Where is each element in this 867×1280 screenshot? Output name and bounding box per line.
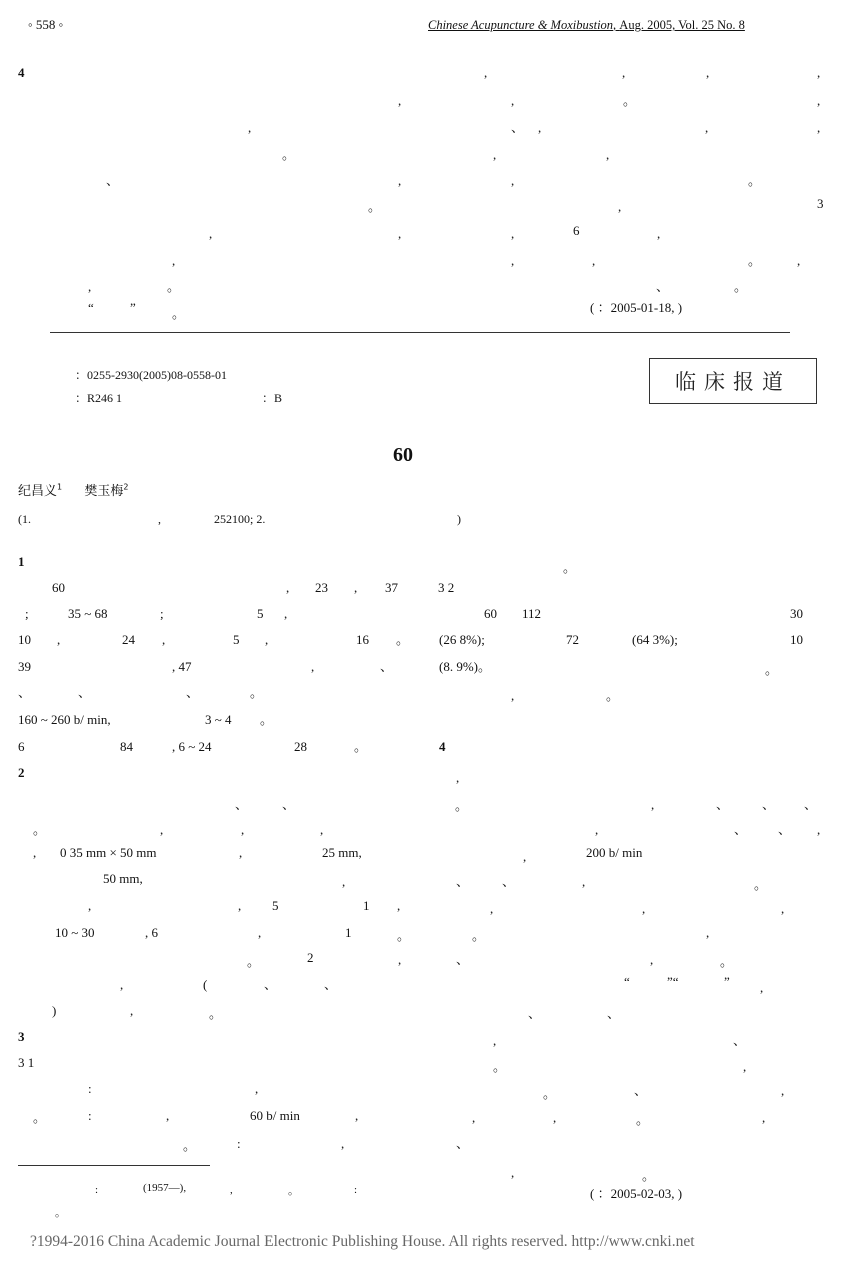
text-fragment: 。 <box>260 712 274 727</box>
text-fragment: 10 ~ 30 <box>55 925 95 940</box>
text-fragment: 1 <box>363 898 370 913</box>
text-fragment: , <box>342 874 346 889</box>
text-fragment: : <box>88 1108 92 1123</box>
text-fragment: 。 <box>754 877 768 892</box>
text-fragment: 60 <box>52 580 65 595</box>
prev-text-fragment: , <box>248 120 252 135</box>
copyright-footer: ?1994-2016 China Academic Journal Electronic Publishing House. All rights reserved. http://www.cnki.net <box>30 1233 695 1250</box>
text-fragment: 37 <box>385 580 398 595</box>
text-fragment: 。 <box>33 822 47 837</box>
text-fragment: 、 <box>804 797 818 812</box>
clc-number: ：R246 1 <box>75 391 123 405</box>
text-fragment: 112 <box>522 606 542 621</box>
affiliation-part: ) <box>457 512 461 526</box>
text-fragment: , <box>239 845 243 860</box>
text-fragment: , <box>472 1110 476 1125</box>
text-fragment: 。 <box>720 954 734 969</box>
text-fragment: 、 <box>18 685 32 700</box>
text-fragment: , <box>88 898 92 913</box>
prev-text-fragment: 。 <box>734 279 748 294</box>
journal-issue: Aug. 2005, Vol. 25 No. 8 <box>619 18 745 32</box>
text-fragment: (8. 9%)。 <box>439 659 491 674</box>
text-fragment: 。 <box>247 954 261 969</box>
page-number <box>28 17 63 33</box>
text-fragment: , 6 <box>145 925 158 940</box>
text-fragment: , <box>762 1110 766 1125</box>
text-fragment: , <box>311 659 315 674</box>
footnote-fragment: (1957—), <box>143 1182 187 1194</box>
text-fragment: 。 <box>183 1138 197 1153</box>
footnote-fragment: : <box>95 1184 99 1196</box>
text-fragment: : <box>237 1136 241 1151</box>
text-fragment: 6 <box>18 739 25 754</box>
text-fragment: , <box>651 797 655 812</box>
text-fragment: 160 ~ 260 b/ min, <box>18 712 111 727</box>
text-fragment: , <box>265 632 269 647</box>
text-fragment: 35 ~ 68 <box>68 606 108 621</box>
prev-text-fragment: , <box>538 120 542 135</box>
text-fragment: 。 <box>455 798 469 813</box>
prev-text-fragment: 、 <box>656 279 670 294</box>
prev-received-date: ( ：2005-01-18, ) <box>590 300 683 315</box>
text-fragment: , <box>743 1059 747 1074</box>
author-list <box>18 484 129 500</box>
text-fragment: , 6 ~ 24 <box>172 739 212 754</box>
text-fragment: , 47 <box>172 659 192 674</box>
prev-text-fragment: , <box>398 93 402 108</box>
text-fragment: 25 mm, <box>322 845 362 860</box>
text-fragment: 。 <box>209 1006 223 1021</box>
text-fragment: ; <box>160 606 164 621</box>
author-name: 樊玉梅 <box>84 484 124 499</box>
text-fragment: , <box>523 849 527 864</box>
footnote-fragment: 。 <box>288 1185 299 1197</box>
affiliation-part: , <box>158 512 161 526</box>
prev-text-fragment: , <box>817 93 821 108</box>
prev-text-fragment: 、 <box>511 120 525 135</box>
text-fragment: 、 <box>716 797 730 812</box>
article-separator-rule <box>50 332 790 333</box>
affiliation-part: (1. <box>18 512 31 526</box>
section-heading-4: 4 <box>439 739 446 754</box>
text-fragment: (26 8%); <box>439 632 485 647</box>
prev-text-fragment: , <box>398 173 402 188</box>
text-fragment: , <box>166 1108 170 1123</box>
text-fragment: 。 <box>493 1059 507 1074</box>
text-fragment: , <box>120 977 124 992</box>
prev-text-fragment: ” <box>130 300 136 315</box>
prev-text-fragment: , <box>705 120 709 135</box>
text-fragment: 、 <box>235 797 249 812</box>
text-fragment: 、 <box>456 1136 470 1151</box>
text-fragment: , <box>817 822 821 837</box>
text-fragment: 、 <box>734 822 748 837</box>
text-fragment: 0 35 mm × 50 mm <box>60 845 157 860</box>
text-fragment: , <box>238 898 242 913</box>
text-fragment: 、 <box>186 685 200 700</box>
footnote-fragment: 。 <box>55 1207 66 1219</box>
prev-text-fragment: , <box>88 279 92 294</box>
text-fragment: 84 <box>120 739 133 754</box>
text-fragment: , <box>284 606 288 621</box>
text-fragment: 200 b/ min <box>586 845 643 860</box>
prev-text-fragment: , <box>511 253 515 268</box>
text-fragment: 、 <box>380 659 394 674</box>
page-number-dot: ◦ <box>28 17 36 32</box>
prev-text-fragment: , <box>706 65 710 80</box>
text-fragment: 24 <box>122 632 135 647</box>
text-fragment: 2 <box>307 950 314 965</box>
text-fragment: “ <box>624 974 630 989</box>
text-fragment: , <box>511 1165 515 1180</box>
footnote-fragment: , <box>230 1184 233 1196</box>
text-fragment: 。 <box>642 1168 656 1183</box>
text-fragment: 5 <box>257 606 264 621</box>
text-fragment: , <box>130 1003 134 1018</box>
prev-text-fragment: , <box>622 65 626 80</box>
prev-text-fragment: 。 <box>748 173 762 188</box>
text-fragment: 、 <box>456 952 470 967</box>
text-fragment: 、 <box>733 1033 747 1048</box>
text-fragment: 72 <box>566 632 579 647</box>
text-fragment: , <box>241 822 245 837</box>
prev-section-number: 4 <box>18 65 25 80</box>
page-number-dot: ◦ <box>55 17 64 32</box>
text-fragment: , <box>650 952 654 967</box>
prev-text-fragment: , <box>511 173 515 188</box>
text-fragment: , <box>706 925 710 940</box>
running-header-journal <box>428 17 745 33</box>
prev-text-fragment: , <box>511 226 515 241</box>
footnote-rule <box>18 1165 210 1166</box>
text-fragment: 。 <box>33 1110 47 1125</box>
prev-text-fragment: , <box>592 253 596 268</box>
prev-text-fragment: , <box>398 226 402 241</box>
text-fragment: 50 mm, <box>103 871 143 886</box>
page-number-value: 558 <box>35 17 56 32</box>
text-fragment: 。 <box>354 739 368 754</box>
text-fragment: 。 <box>472 928 486 943</box>
text-fragment: , <box>255 1081 259 1096</box>
text-fragment: , <box>355 1108 359 1123</box>
text-fragment: 。 <box>606 688 620 703</box>
text-fragment: 5 <box>272 898 279 913</box>
text-fragment: 、 <box>282 797 296 812</box>
prev-text-fragment: , <box>797 253 801 268</box>
prev-text-fragment: 。 <box>368 199 382 214</box>
article-id: ：0255-2930(2005)08-0558-01 <box>75 368 227 382</box>
text-fragment: 、 <box>456 874 470 889</box>
prev-text-fragment: , <box>209 226 213 241</box>
prev-text-fragment: , <box>657 226 661 241</box>
text-fragment: : <box>88 1081 92 1096</box>
footnote-fragment: : <box>354 1184 358 1196</box>
text-fragment: , <box>553 1110 557 1125</box>
text-fragment: ; <box>25 606 29 621</box>
prev-text-fragment: , <box>484 65 488 80</box>
text-fragment: 、 <box>264 977 278 992</box>
text-fragment: , <box>398 952 402 967</box>
prev-text-fragment: 、 <box>106 173 120 188</box>
text-fragment: , <box>162 632 166 647</box>
text-fragment: 60 b/ min <box>250 1108 300 1123</box>
section-label-box: 临床报道 <box>649 358 817 404</box>
prev-text-fragment: , <box>618 199 622 214</box>
text-fragment: 10 <box>18 632 31 647</box>
text-fragment: 5 <box>233 632 240 647</box>
text-fragment: 、 <box>78 685 92 700</box>
text-fragment: , <box>160 822 164 837</box>
section-heading-2: 2 <box>18 765 25 780</box>
text-fragment: ”“ <box>667 974 679 989</box>
text-fragment: , <box>642 901 646 916</box>
text-fragment: , <box>456 770 460 785</box>
document-code: ：B <box>262 391 283 405</box>
text-fragment: , <box>490 901 494 916</box>
prev-text-fragment: 。 <box>167 279 181 294</box>
prev-text-fragment: , <box>511 93 515 108</box>
text-fragment: 3 2 <box>438 580 455 595</box>
prev-text-fragment: “ <box>88 300 94 315</box>
text-fragment: 16 <box>356 632 369 647</box>
text-fragment: , <box>493 1033 497 1048</box>
prev-text-fragment: , <box>817 120 821 135</box>
text-fragment: , <box>258 925 262 940</box>
author-affiliation-mark: 1 <box>57 482 63 492</box>
text-fragment: , <box>57 632 61 647</box>
author-name: 纪昌义 <box>18 484 58 499</box>
text-fragment: 。 <box>636 1112 650 1127</box>
text-fragment: , <box>781 1083 785 1098</box>
text-fragment: 23 <box>315 580 328 595</box>
text-fragment: 。 <box>543 1086 557 1101</box>
prev-text-fragment: 。 <box>623 93 637 108</box>
text-fragment: 、 <box>762 797 776 812</box>
text-fragment: , <box>320 822 324 837</box>
text-fragment: , <box>760 980 764 995</box>
text-fragment: 、 <box>502 874 516 889</box>
received-date: ( ：2005-02-03, ) <box>590 1186 683 1201</box>
text-fragment: 60 <box>484 606 497 621</box>
text-fragment: 、 <box>778 822 792 837</box>
text-fragment: 、 <box>607 1006 621 1021</box>
text-fragment: , <box>511 688 515 703</box>
text-fragment: (64 3%); <box>632 632 678 647</box>
prev-text-fragment: 。 <box>172 306 186 321</box>
prev-text-fragment: 6 <box>573 223 580 238</box>
section-heading-1: 1 <box>18 554 25 569</box>
text-fragment: , <box>341 1136 345 1151</box>
prev-text-fragment: 。 <box>748 253 762 268</box>
text-fragment: ( <box>203 977 208 992</box>
text-fragment: 、 <box>634 1083 648 1098</box>
text-fragment: , <box>781 901 785 916</box>
text-fragment: ) <box>52 1003 57 1018</box>
text-fragment: 。 <box>563 560 577 575</box>
text-fragment: ” <box>724 974 730 989</box>
prev-text-fragment: , <box>606 147 610 162</box>
text-fragment: 1 <box>345 925 352 940</box>
text-fragment: 。 <box>765 662 779 677</box>
prev-text-fragment: , <box>172 253 176 268</box>
author-affiliation-mark: 2 <box>123 482 129 492</box>
section-heading-3: 3 <box>18 1029 25 1044</box>
text-fragment: , <box>286 580 290 595</box>
text-fragment: 。 <box>250 685 264 700</box>
prev-text-fragment: 。 <box>282 147 296 162</box>
subsection-heading-3-1: 3 1 <box>18 1055 35 1070</box>
text-fragment: 10 <box>790 632 803 647</box>
prev-text-fragment: 3 <box>817 196 824 211</box>
text-fragment: 、 <box>528 1006 542 1021</box>
text-fragment: , <box>582 874 586 889</box>
text-fragment: 。 <box>397 928 411 943</box>
text-fragment: , <box>33 845 37 860</box>
article-title: 60 <box>393 444 413 466</box>
text-fragment: 30 <box>790 606 803 621</box>
text-fragment: , <box>354 580 358 595</box>
text-fragment: 28 <box>294 739 307 754</box>
text-fragment: 39 <box>18 659 31 674</box>
text-fragment: , <box>397 898 401 913</box>
journal-issue-sep: , <box>613 18 620 32</box>
text-fragment: 。 <box>396 632 410 647</box>
text-fragment: 3 ~ 4 <box>205 712 232 727</box>
text-fragment: 、 <box>324 977 338 992</box>
prev-text-fragment: , <box>817 65 821 80</box>
prev-text-fragment: , <box>493 147 497 162</box>
affiliation-part: 252100; 2. <box>214 512 266 526</box>
journal-name: Chinese Acupuncture & Moxibustion <box>428 18 614 32</box>
text-fragment: , <box>595 822 599 837</box>
